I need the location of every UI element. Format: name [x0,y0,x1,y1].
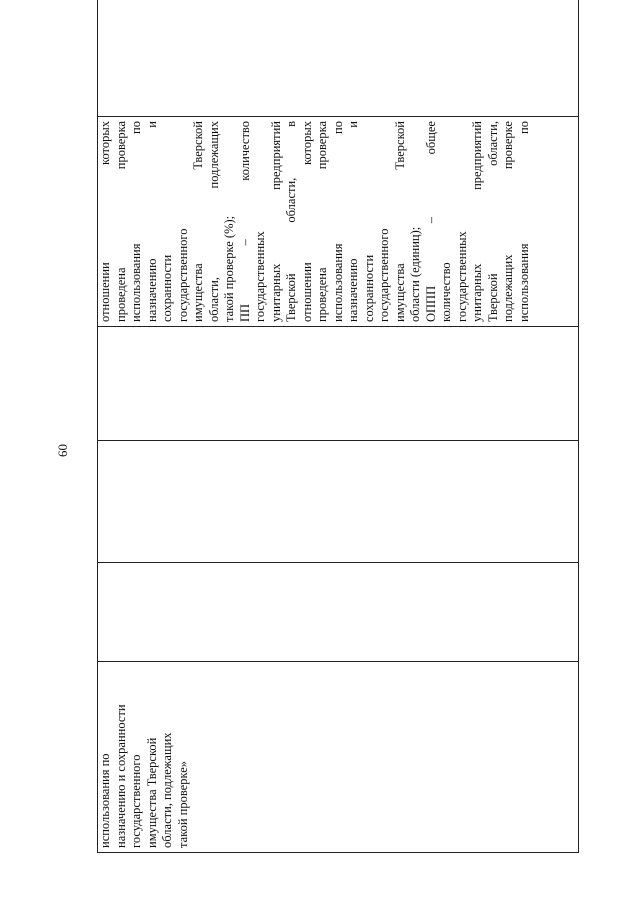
description-word: государственных [253,231,267,322]
description-line [377,121,393,322]
description-word: подлежащих [501,254,515,322]
description-word: проведена [315,267,329,322]
description-line [470,121,486,322]
description-line [284,121,300,322]
description-word: по [516,121,531,134]
description-word: области, [284,177,298,223]
description-line [362,121,378,322]
description-word: сохранности [160,254,174,322]
description-line [439,121,455,322]
empty-cell [98,0,579,117]
description-word: такой проверке (%); [222,215,236,322]
description-word: имущества [392,263,407,322]
description-word: Тверской [485,273,500,322]
empty-cell [98,441,579,563]
description-line [238,121,254,322]
description-word: общее [423,121,438,155]
description-line [486,121,502,322]
description-line [300,121,316,322]
description-line [222,121,238,322]
description-line [315,121,331,322]
description-word: унитарных [470,263,484,322]
description-word: предприятий [470,121,484,190]
description-line [160,121,176,322]
description-word: и [144,121,159,128]
description-word: имущества [191,263,205,322]
label-line: имущества Тверской [144,737,159,848]
description-word: использования [330,243,345,322]
description-word: количество [237,121,252,181]
description-line [393,121,409,322]
formula-description-cell [98,117,579,327]
description-word: по [129,121,143,134]
description-line [191,121,207,322]
description-line [207,121,223,322]
description-word: сохранности [361,254,376,322]
description-word: предприятий [268,121,283,190]
description-word: государственного [175,228,190,322]
description-word: – [423,217,438,224]
description-word: Тверской [191,121,205,170]
description-word: отношении [98,262,112,322]
table-row [98,0,579,853]
description-line [331,121,347,322]
description-word: государственного [377,228,391,322]
description-word: области, [206,277,221,322]
description-line [424,121,440,322]
description-word: ОППП [423,285,438,322]
rotated-page [52,0,640,905]
description-word: Тверской [392,121,407,170]
description-word: отношении [299,262,314,322]
description-word: проведена [113,267,128,322]
empty-cell [98,327,579,441]
label-line: области, подлежащих [160,732,174,848]
description-text [98,121,532,322]
label-line: такой проверке» [175,760,190,848]
description-word: и [346,121,360,128]
description-word: унитарных [268,263,283,322]
description-word: по [330,121,345,134]
description-word: количество [439,262,453,322]
description-word: в [284,121,298,127]
description-line [114,121,130,322]
description-word: области, [485,121,500,166]
description-word: Тверской [284,273,298,322]
description-word: области (единиц); [408,226,422,322]
description-word: использования [129,243,143,322]
description-word: проверка [113,121,128,170]
description-line [501,121,517,322]
label-line: назначению и сохранности [113,704,128,848]
empty-cell [98,563,579,662]
page-number: 60 [55,444,70,457]
description-line [145,121,161,322]
description-line [253,121,269,322]
description-line [408,121,424,322]
label-line: государственного [129,754,143,848]
description-line [98,121,114,322]
description-word: государственных [454,231,469,322]
description-word: которых [98,121,112,165]
indicator-label-cell [98,662,579,853]
description-line [455,121,471,322]
description-word: использования [516,243,531,322]
label-line: использования по [98,753,112,848]
indicator-table [97,0,579,853]
description-word: назначению [144,258,159,322]
description-line [129,121,145,322]
description-word: назначению [346,258,360,322]
description-word: проверке [501,121,515,170]
description-line [176,121,192,322]
description-word: – [237,239,252,246]
description-word: подлежащих [206,121,221,189]
description-word: которых [299,121,314,165]
description-word: проверка [315,121,329,170]
description-line [269,121,285,322]
description-line [517,121,533,322]
description-line [346,121,362,322]
description-word: ПП [237,303,252,322]
